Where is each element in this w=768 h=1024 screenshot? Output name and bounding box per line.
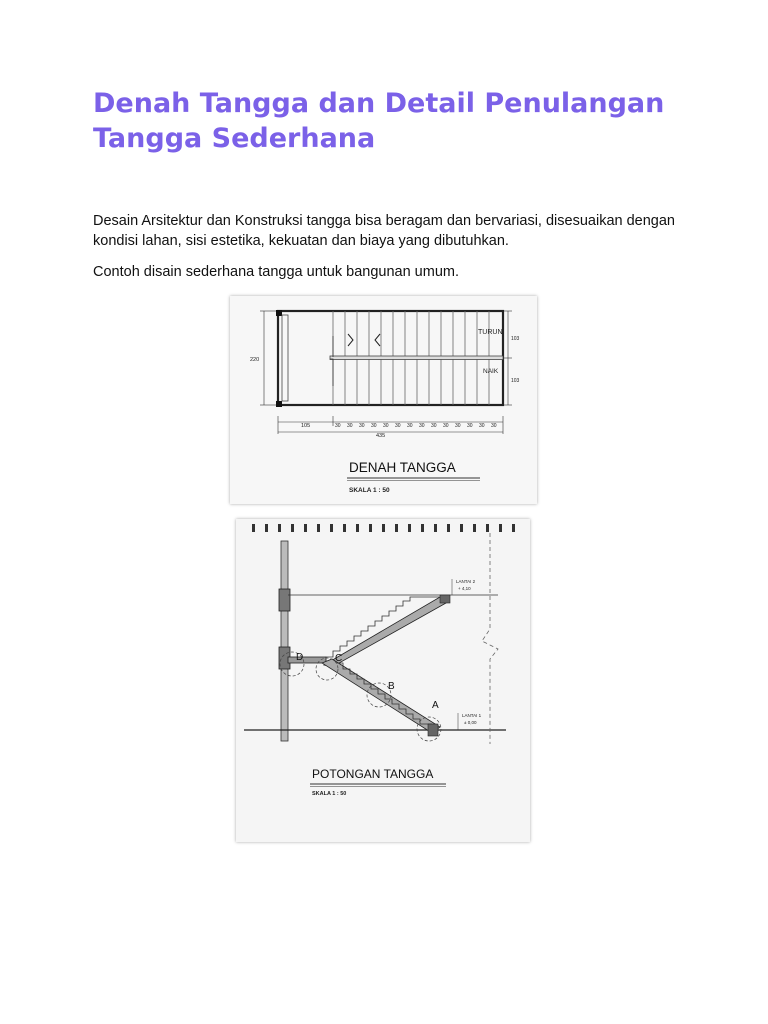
page-title-line-2: Tangga Sederhana xyxy=(93,123,376,154)
section-upper-flight xyxy=(324,597,446,667)
stair-plan-drawing xyxy=(230,296,537,504)
plan-center-rail xyxy=(330,356,503,360)
section-footing xyxy=(428,724,438,736)
svg-text:30: 30 xyxy=(455,423,461,429)
svg-text:30: 30 xyxy=(479,423,485,429)
up-arrow-icon xyxy=(375,334,380,346)
svg-text:30: 30 xyxy=(419,423,425,429)
plan-scale: SKALA 1 : 50 xyxy=(349,487,390,494)
svg-text:30: 30 xyxy=(407,423,413,429)
detail-label-c: C xyxy=(335,653,343,664)
section-caption: POTONGAN TANGGA xyxy=(312,767,434,781)
svg-text:30: 30 xyxy=(443,423,449,429)
section-break-line xyxy=(482,533,498,744)
svg-text:30: 30 xyxy=(383,423,389,429)
detail-label-b: B xyxy=(388,681,395,692)
stair-section-figure xyxy=(236,519,530,842)
level-bottom-name: LANTAI 1 xyxy=(462,713,482,718)
plan-label-up: NAIK xyxy=(483,368,499,375)
plan-column-bottom xyxy=(276,401,282,407)
level-bottom-value: ± 0,00 xyxy=(464,720,477,725)
plan-tread-dimensions xyxy=(335,423,497,429)
plan-column-top xyxy=(276,310,282,316)
plan-dim-top-right: 103 xyxy=(511,336,520,342)
level-top-value: + 4,10 xyxy=(458,586,471,591)
stair-plan-figure xyxy=(230,296,537,504)
page-title-line-1: Denah Tangga dan Detail Penulangan xyxy=(93,88,665,119)
detail-label-d: D xyxy=(296,652,304,663)
svg-text:30: 30 xyxy=(359,423,365,429)
down-arrow-icon xyxy=(348,334,353,346)
spiral-binding xyxy=(252,524,515,532)
plan-caption: DENAH TANGGA xyxy=(349,460,456,475)
svg-text:30: 30 xyxy=(491,423,497,429)
section-scale: SKALA 1 : 50 xyxy=(312,791,347,797)
svg-text:30: 30 xyxy=(335,423,341,429)
detail-label-a: A xyxy=(432,700,439,711)
svg-text:30: 30 xyxy=(395,423,401,429)
page-title xyxy=(93,86,693,156)
plan-dim-bottom-right: 103 xyxy=(511,378,520,384)
plan-inner-wall xyxy=(282,315,288,401)
section-lower-flight xyxy=(322,659,440,733)
section-wall-beam-upper xyxy=(279,589,290,611)
plan-dim-total: 435 xyxy=(376,433,386,439)
plan-dim-height: 220 xyxy=(250,357,260,363)
stair-section-drawing xyxy=(236,519,530,842)
example-paragraph: Contoh disain sederhana tangga untuk bangunan umum. xyxy=(93,264,459,280)
plan-dim-landing: 105 xyxy=(301,423,311,429)
svg-text:30: 30 xyxy=(431,423,437,429)
level-top-name: LANTAI 2 xyxy=(456,579,476,584)
svg-text:30: 30 xyxy=(467,423,473,429)
section-landing-slab xyxy=(288,657,326,663)
plan-label-down: TURUN xyxy=(478,329,503,336)
intro-paragraph: Desain Arsitektur dan Konstruksi tangga bisa beragam dan bervariasi, disesuaikan dengan kondisi lahan, sisi estetika, kekuatan dan biaya yang dibutuhkan. xyxy=(93,213,675,249)
section-left-wall xyxy=(281,541,288,741)
svg-text:30: 30 xyxy=(347,423,353,429)
svg-text:30: 30 xyxy=(371,423,377,429)
